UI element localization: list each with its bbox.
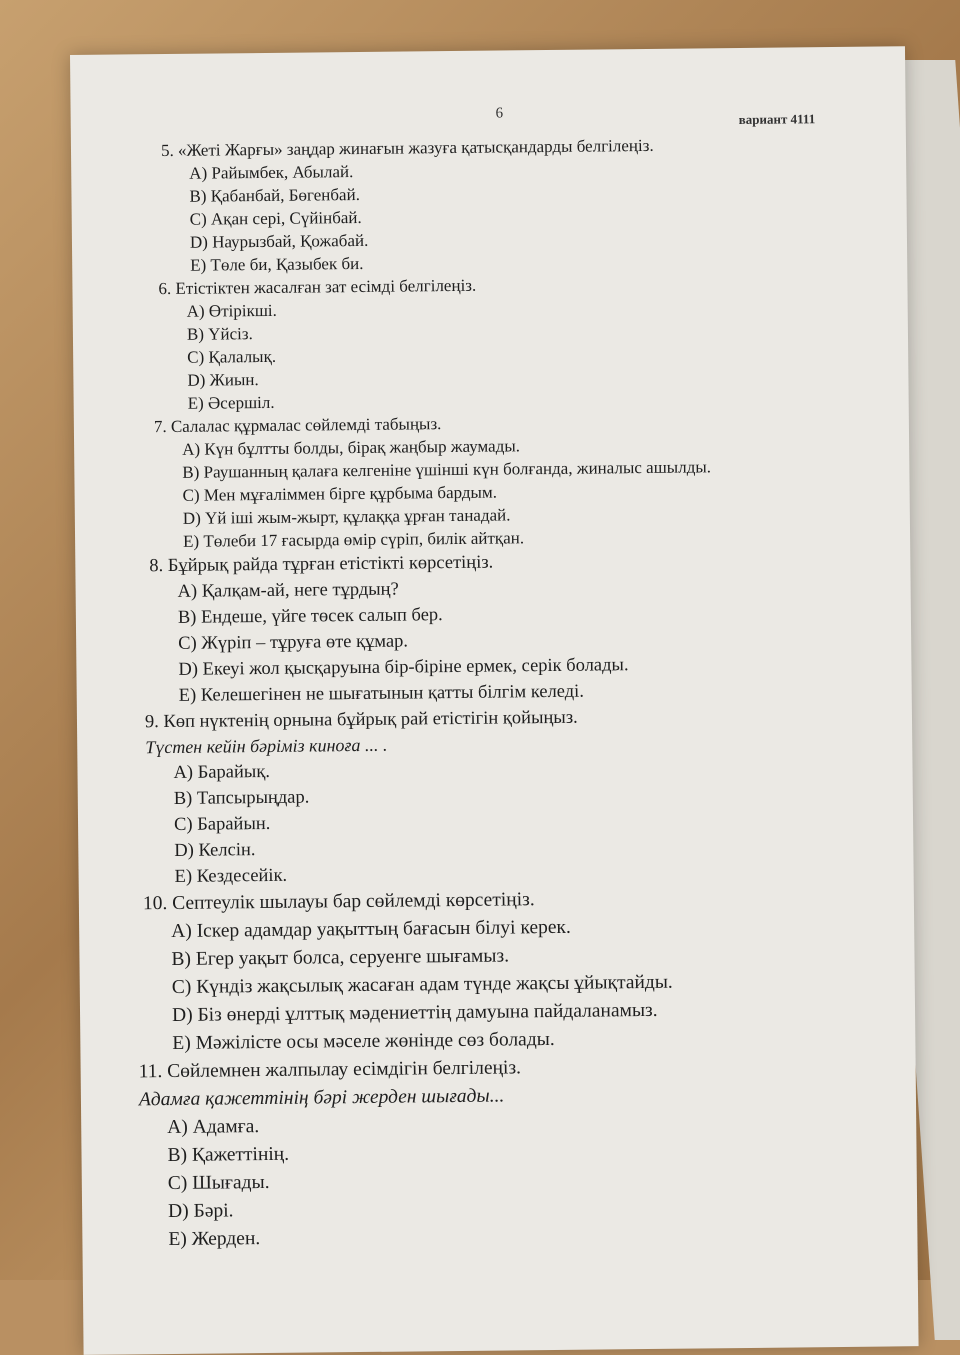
option-d: D) Келсін. (174, 840, 256, 861)
option-e: Е) Кездесейік. (174, 865, 288, 887)
page-number: 6 (495, 105, 504, 122)
option-a: А) Қалқам-ай, неге тұрдың? (177, 579, 399, 602)
option-d: D) Жиын. (187, 370, 259, 390)
option-d: D) Екеуі жол қысқаруына бір-біріне ермек, серік болады. (178, 655, 629, 680)
question-text: 6. Етістіктен жасалған зат есімді белгілеңіз. (158, 275, 477, 299)
question-7 (154, 407, 895, 553)
question-text: 8. Бұйрық райда тұрған етістікті көрсетіңіз. (149, 552, 494, 577)
option-c: С) Барайын. (173, 813, 271, 835)
question-8 (149, 545, 897, 709)
option-c: С) Қалалық. (187, 346, 277, 367)
option-e: Е) Мәжілісте осы мәселе жөнінде сөз болады. (172, 1028, 555, 1054)
question-10 (143, 882, 901, 1058)
question-text: 9. Көп нүктенің орнына бұйрық рай етістігін қойыңыз. (144, 707, 578, 733)
question-example: Түстен кейін бәріміз киноға ... . (145, 734, 388, 758)
option-e: Е) Жерден. (168, 1228, 261, 1251)
option-d: D) Бәрі. (168, 1200, 234, 1223)
question-example: Адамға қажеттінің бәрі жерден шығады... (138, 1085, 505, 1111)
option-e: Е) Келешегінен не шығатынын қатты білгім келеді. (178, 681, 585, 706)
option-c: С) Күндіз жақсылық жасаған адам түнде жақсы ұйықтайды. (171, 971, 673, 998)
option-b: В) Қажеттінің. (167, 1143, 290, 1167)
option-d: D) Үй іші жым-жырт, құлаққа ұрған танадай. (182, 505, 511, 528)
questions-list (138, 131, 903, 1254)
option-b: В) Раушанның қалаға келгеніне үшінші күн болғанда, жиналыс ашылды. (182, 457, 712, 482)
option-a: А) Іскер адамдар уақыттың бағасын білуі керек. (171, 916, 571, 942)
option-c: С) Мен мұғаліммен бірге құрбыма бардым. (182, 482, 498, 505)
option-b: В) Егер уақыт болса, серуенге шығамыз. (171, 945, 510, 970)
option-b: В) Үйсіз. (186, 324, 253, 344)
question-text: 10. Септеулік шылауы бар сөйлемді көрсетіңіз. (142, 889, 535, 915)
option-a: А) Барайық. (173, 761, 271, 783)
question-text: 5. «Жеті Жарғы» заңдар жинағын жазуға қатысқандарды белгілеңіз. (160, 135, 654, 161)
option-d: D) Біз өнерді ұлттық мәдениеттің дамуына пайдаланамыз. (171, 999, 658, 1026)
option-a: А) Өтірікші. (186, 300, 277, 321)
option-c: С) Ақан сері, Сүйінбай. (189, 207, 362, 229)
option-b: В) Ендеше, үйге төсек салып бер. (177, 605, 443, 628)
option-e: Е) Әсершіл. (187, 392, 275, 413)
question-text: 7. Салалас құрмалас сөйлемді табыңыз. (153, 414, 442, 437)
option-c: С) Шығады. (167, 1171, 270, 1195)
exam-page (70, 46, 919, 1355)
option-a: А) Райымбек, Абылай. (189, 162, 354, 183)
option-a: А) Адамға. (167, 1116, 260, 1139)
option-e: Е) Төле би, Қазыбек би. (190, 253, 364, 275)
option-c: С) Жүріп – тұруға өте құмар. (178, 631, 409, 654)
option-b: В) Қабанбай, Бөгенбай. (189, 184, 360, 206)
question-11 (139, 1050, 903, 1254)
option-b: В) Тапсырыңдар. (173, 787, 310, 809)
option-d: D) Наурызбай, Қожабай. (189, 230, 369, 252)
question-9 (145, 701, 899, 890)
option-a: А) Күн бұлтты болды, бірақ жаңбыр жаумады. (182, 436, 521, 459)
question-text: 11. Сөйлемнен жалпылау есімдігін белгілеңіз. (138, 1057, 522, 1083)
question-6 (158, 269, 893, 415)
variant-label: вариант 4111 (738, 111, 816, 128)
option-e: Е) Төлеби 17 ғасырда өмір сүріп, билік айтқан. (182, 528, 525, 551)
question-5 (161, 131, 892, 277)
